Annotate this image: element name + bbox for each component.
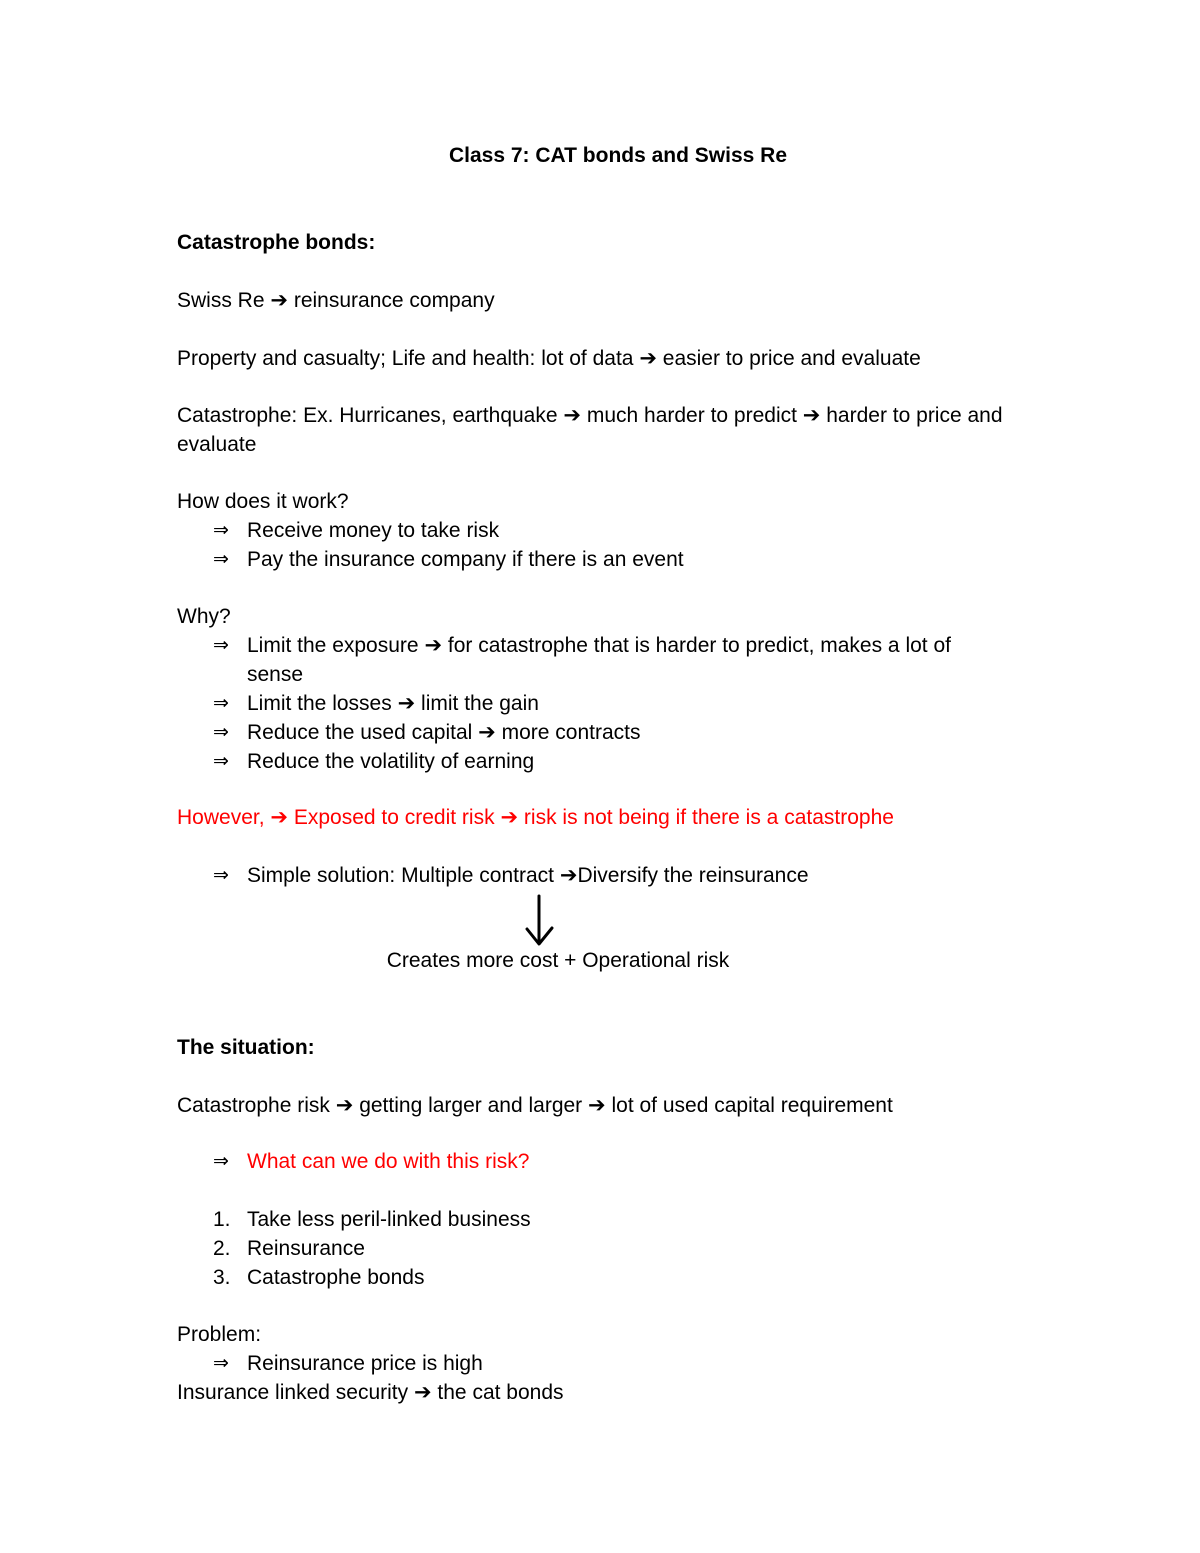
bullet-arrow-icon: ⇒ bbox=[213, 750, 229, 772]
arrow-icon: ➔ bbox=[413, 1381, 432, 1404]
arrow-icon: ➔ bbox=[559, 864, 578, 887]
paragraph-ils: Insurance linked security ➔ the cat bonds bbox=[177, 1381, 564, 1404]
bullet-arrow-icon: ⇒ bbox=[213, 692, 229, 714]
paragraph-swiss-re: Swiss Re ➔ reinsurance company bbox=[177, 289, 495, 312]
list-item: 3. Catastrophe bonds bbox=[213, 1266, 425, 1289]
bullet-arrow-icon: ⇒ bbox=[213, 1352, 229, 1374]
heading-the-situation: The situation: bbox=[177, 1036, 315, 1059]
solution-section bbox=[177, 861, 1017, 890]
paragraph-property: Property and casualty; Life and health: lot of data ➔ easier to price and evaluate bbox=[177, 347, 921, 370]
list-item: ⇒ Limit the exposure ➔ for catastrophe that is harder to predict, makes a lot of sense bbox=[177, 631, 1007, 689]
why-list bbox=[177, 631, 1017, 776]
arrow-icon: ➔ bbox=[563, 404, 581, 427]
why-section bbox=[177, 602, 1017, 776]
how-list bbox=[177, 516, 1017, 574]
bullet-arrow-icon: ⇒ bbox=[213, 548, 229, 570]
paragraph-catastrophe-risk: Catastrophe risk ➔ getting larger and larger ➔ lot of used capital requirement bbox=[177, 1094, 893, 1117]
question-section bbox=[177, 1147, 1017, 1176]
bullet-arrow-icon: ⇒ bbox=[213, 721, 229, 743]
down-arrow-icon bbox=[520, 893, 560, 949]
arrow-icon: ➔ bbox=[802, 404, 821, 427]
problem-label: Problem: bbox=[177, 1323, 262, 1346]
list-item: ⇒ Limit the losses ➔ limit the gain bbox=[177, 689, 1017, 718]
arrow-icon: ➔ bbox=[478, 721, 496, 744]
page-title: Class 7: CAT bonds and Swiss Re bbox=[448, 144, 788, 167]
list-item: 2. Reinsurance bbox=[213, 1237, 365, 1260]
arrow-icon: ➔ bbox=[335, 1094, 354, 1117]
bullet-arrow-icon: ⇒ bbox=[213, 864, 229, 886]
arrow-icon: ➔ bbox=[424, 634, 443, 657]
problem-section bbox=[177, 1320, 1017, 1407]
bullet-arrow-icon: ⇒ bbox=[213, 519, 229, 541]
list-item: ⇒ Simple solution: Multiple contract ➔Diversify the reinsurance bbox=[177, 861, 1017, 890]
options-list bbox=[177, 1205, 1017, 1292]
consequence-text: Creates more cost + Operational risk bbox=[386, 949, 730, 972]
question-text: Why? bbox=[177, 605, 231, 628]
arrow-icon: ➔ bbox=[639, 347, 657, 370]
question-text: How does it work? bbox=[177, 490, 349, 513]
paragraph-catastrophe: Catastrophe: Ex. Hurricanes, earthquake ➔ much harder to predict ➔ harder to price and evaluate bbox=[177, 404, 1003, 456]
however-line: However, ➔ Exposed to credit risk ➔ risk is not being if there is a catastrophe bbox=[177, 806, 894, 829]
arrow-icon: ➔ bbox=[270, 806, 288, 829]
list-item: ⇒ Reduce the used capital ➔ more contracts bbox=[177, 718, 1017, 747]
list-item: ⇒ What can we do with this risk? bbox=[177, 1147, 1017, 1176]
bullet-arrow-icon: ⇒ bbox=[213, 1150, 229, 1172]
list-item: ⇒ Receive money to take risk bbox=[177, 516, 1017, 545]
arrow-icon: ➔ bbox=[397, 692, 416, 715]
list-item: 1. Take less peril-linked business bbox=[213, 1208, 531, 1231]
list-item: ⇒ Reduce the volatility of earning bbox=[177, 747, 1017, 776]
arrow-icon: ➔ bbox=[500, 806, 519, 829]
how-does-it-work bbox=[177, 487, 1017, 574]
list-item: ⇒ Pay the insurance company if there is an event bbox=[177, 545, 1017, 574]
bullet-arrow-icon: ⇒ bbox=[213, 634, 229, 656]
heading-catastrophe-bonds: Catastrophe bonds: bbox=[177, 231, 376, 254]
arrow-icon: ➔ bbox=[270, 289, 288, 312]
arrow-icon: ➔ bbox=[588, 1094, 606, 1117]
list-item: ⇒ Reinsurance price is high bbox=[177, 1349, 1017, 1378]
